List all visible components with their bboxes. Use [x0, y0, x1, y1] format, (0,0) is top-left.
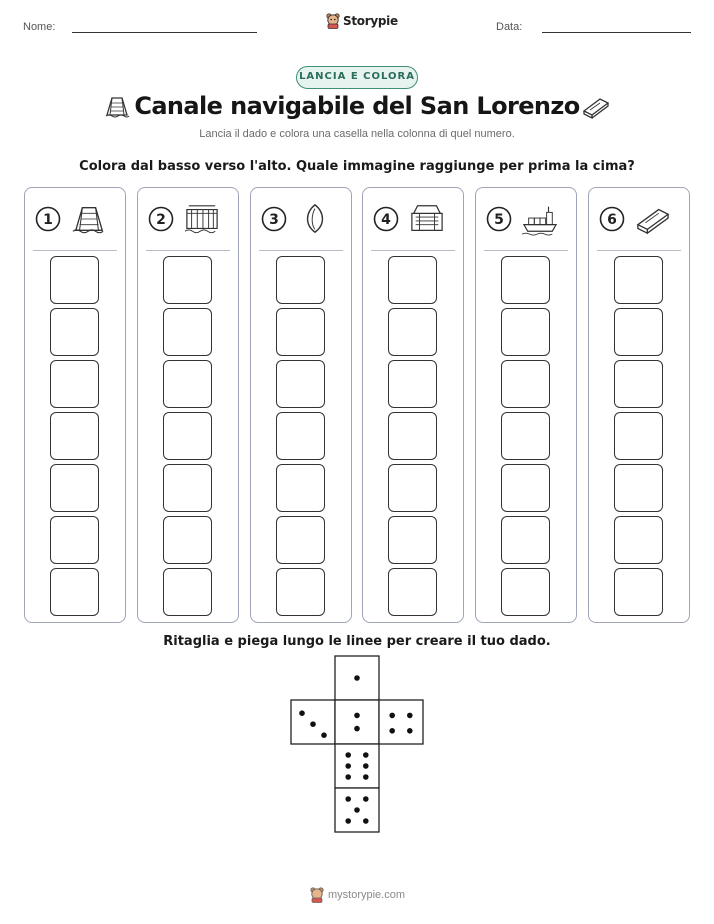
dice-column-4 [362, 187, 464, 623]
color-box[interactable] [163, 308, 212, 356]
color-box[interactable] [50, 308, 99, 356]
color-box[interactable] [501, 308, 550, 356]
color-box[interactable] [614, 464, 663, 512]
column-number [373, 206, 399, 232]
color-box[interactable] [501, 464, 550, 512]
column-divider [146, 250, 230, 251]
column-number [35, 206, 61, 232]
color-box[interactable] [163, 256, 212, 304]
die-pip [354, 726, 360, 732]
die-pip [363, 818, 369, 824]
die-pip [354, 713, 360, 719]
column-divider [597, 250, 681, 251]
color-box[interactable] [388, 360, 437, 408]
storypie-mascot-icon [310, 887, 324, 903]
column-number [148, 206, 174, 232]
column-number-text: 1 [43, 212, 53, 228]
activity-badge: LANCIA E COLORA [296, 66, 418, 89]
dice-column-5 [475, 187, 577, 623]
color-box[interactable] [501, 516, 550, 564]
column-number [261, 206, 287, 232]
date-label: Data: [496, 21, 523, 33]
lock-structure-icon [407, 202, 447, 236]
dice-column-6 [588, 187, 690, 623]
die-pip [299, 710, 305, 716]
column-divider [33, 250, 117, 251]
color-box[interactable] [50, 412, 99, 460]
column-number-text: 6 [607, 212, 617, 228]
color-box[interactable] [501, 360, 550, 408]
color-box[interactable] [614, 256, 663, 304]
color-box[interactable] [614, 516, 663, 564]
color-box[interactable] [276, 568, 325, 616]
die-pip [363, 752, 369, 758]
die-face-4 [379, 700, 423, 744]
die-face-6 [335, 744, 379, 788]
ingot-icon [633, 202, 673, 236]
color-box[interactable] [163, 360, 212, 408]
die-pip [345, 752, 351, 758]
die-pip [345, 818, 351, 824]
column-divider [484, 250, 568, 251]
page-title: Canale navigabile del San Lorenzo [134, 92, 580, 120]
column-number-text: 5 [494, 212, 504, 228]
color-box[interactable] [501, 256, 550, 304]
die-pip [354, 807, 360, 813]
column-divider [259, 250, 343, 251]
color-box[interactable] [614, 568, 663, 616]
color-box[interactable] [50, 360, 99, 408]
die-pip [345, 774, 351, 780]
die-pip [363, 796, 369, 802]
color-box[interactable] [501, 568, 550, 616]
die-pip [345, 763, 351, 769]
color-box[interactable] [276, 412, 325, 460]
die-pip [345, 796, 351, 802]
dice-column-2 [137, 187, 239, 623]
color-box[interactable] [50, 464, 99, 512]
color-box[interactable] [614, 412, 663, 460]
cargo-ship-icon [520, 202, 560, 236]
color-box[interactable] [276, 516, 325, 564]
color-box[interactable] [388, 464, 437, 512]
water-channel-icon [69, 202, 109, 236]
die-face-3 [291, 700, 335, 744]
date-field-line[interactable] [542, 32, 691, 33]
color-box[interactable] [614, 308, 663, 356]
color-box[interactable] [276, 256, 325, 304]
color-box[interactable] [276, 308, 325, 356]
color-box[interactable] [163, 464, 212, 512]
page-subtitle: Lancia il dado e colora una casella nella colonna di quel numero. [199, 128, 515, 140]
column-number-text: 4 [381, 212, 391, 228]
column-number-text: 3 [269, 212, 279, 228]
canal-lock-gate-icon [182, 202, 222, 236]
die-pip [363, 774, 369, 780]
color-box[interactable] [388, 412, 437, 460]
die-pip [389, 713, 395, 719]
storypie-mascot-icon [326, 13, 340, 29]
seed-icon [295, 202, 335, 236]
die-pip [310, 721, 316, 727]
game-instruction: Colora dal basso verso l'alto. Quale immagine raggiunge per prima la cima? [79, 159, 635, 174]
color-box[interactable] [50, 256, 99, 304]
footer [310, 887, 405, 903]
color-box[interactable] [163, 412, 212, 460]
color-box[interactable] [388, 516, 437, 564]
die-net [290, 655, 426, 837]
color-box[interactable] [163, 516, 212, 564]
color-box[interactable] [50, 568, 99, 616]
ingot-icon [581, 95, 611, 119]
color-box[interactable] [276, 360, 325, 408]
color-box[interactable] [163, 568, 212, 616]
die-pip [407, 728, 413, 734]
color-box[interactable] [276, 464, 325, 512]
brand-logo [326, 13, 398, 29]
die-pip [321, 732, 327, 738]
name-field-line[interactable] [72, 32, 257, 33]
color-box[interactable] [388, 568, 437, 616]
column-number-text: 2 [156, 212, 166, 228]
brand-name: Storypie [343, 14, 398, 28]
dice-column-3 [250, 187, 352, 623]
column-number [599, 206, 625, 232]
column-divider [371, 250, 455, 251]
cut-instruction: Ritaglia e piega lungo le linee per creare il tuo dado. [163, 634, 551, 649]
color-box[interactable] [388, 308, 437, 356]
die-pip [389, 728, 395, 734]
dice-column-1 [24, 187, 126, 623]
die-pip [363, 763, 369, 769]
die-pip [407, 713, 413, 719]
column-number [486, 206, 512, 232]
color-box[interactable] [388, 256, 437, 304]
die-face-2 [335, 700, 379, 744]
color-box[interactable] [501, 412, 550, 460]
die-pip [354, 675, 360, 681]
die-face-5 [335, 788, 379, 832]
color-box[interactable] [614, 360, 663, 408]
die-face-1 [335, 656, 379, 700]
footer-url: mystorypie.com [328, 889, 406, 901]
name-label: Nome: [23, 21, 56, 33]
color-box[interactable] [50, 516, 99, 564]
